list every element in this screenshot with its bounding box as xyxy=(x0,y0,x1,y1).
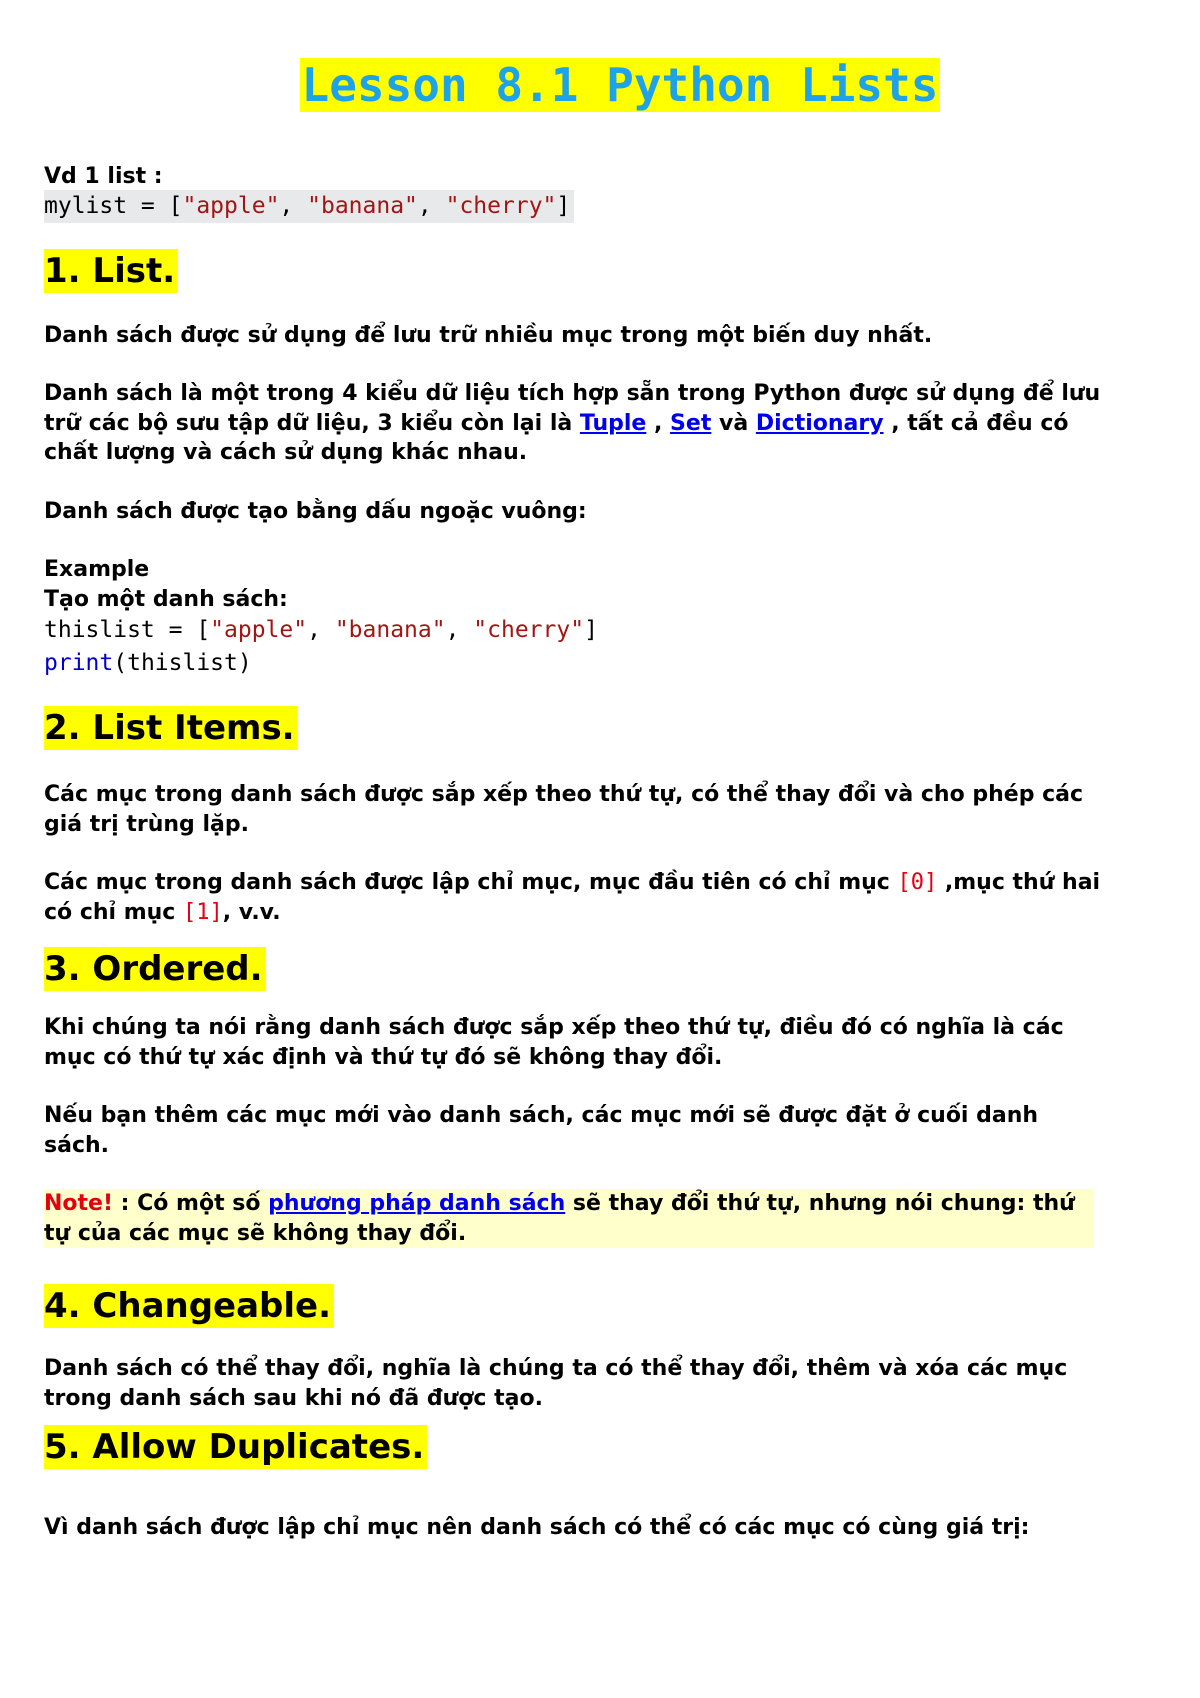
items-paragraph-1: Các mục trong danh sách được sắp xếp theo thứ tự, có thể thay đổi và cho phép các giá trị trùng lặp. xyxy=(44,782,1084,837)
items-paragraph-2: Các mục trong danh sách được lập chỉ mục, mục đầu tiên có chỉ mục [0] ,mục thứ hai có chỉ mục [1], v.v. xyxy=(44,870,1101,925)
duplicates-paragraph-1: Vì danh sách được lập chỉ mục nên danh sách có thể có các mục có cùng giá trị: xyxy=(44,1515,1030,1540)
example-code-line-1: thislist = ["apple", "banana", "cherry"] xyxy=(44,617,598,643)
changeable-paragraph-1: Danh sách có thể thay đổi, nghĩa là chúng ta có thể thay đổi, thêm và xóa các mục trong danh sách sau khi nó đã được tạo. xyxy=(44,1356,1068,1411)
note-box: Note! : Có một số phương pháp danh sách sẽ thay đổi thứ tự, nhưng nói chung: thứ tự của các mục sẽ không thay đổi. xyxy=(44,1189,1094,1248)
title-container xyxy=(0,0,1200,114)
tuple-link[interactable]: Tuple xyxy=(579,410,647,436)
list-paragraph-2: Danh sách là một trong 4 kiểu dữ liệu tích hợp sẵn trong Python được sử dụng để lưu trữ các bộ sưu tập dữ liệu, 3 kiểu còn lại là Tuple , Set và Dictionary , tất cả đều có chất lượng và cách sử dụng khác nhau. xyxy=(44,381,1101,465)
example-code-line-2: print(thislist) xyxy=(44,650,252,676)
index-0-code: [0] xyxy=(897,870,938,895)
section-heading-list: 1. List. xyxy=(44,249,178,293)
intro-code-line: mylist = ["apple", "banana", "cherry"] xyxy=(44,190,574,223)
section-heading-ordered: 3. Ordered. xyxy=(44,947,266,991)
ordered-paragraph-2: Nếu bạn thêm các mục mới vào danh sách, các mục mới sẽ được đặt ở cuối danh sách. xyxy=(44,1103,1039,1158)
section-heading-list-items: 2. List Items. xyxy=(44,706,298,750)
list-paragraph-3: Danh sách được tạo bằng dấu ngoặc vuông: xyxy=(44,498,587,524)
section-heading-allow-duplicates: 5. Allow Duplicates. xyxy=(44,1425,427,1469)
list-paragraph-1: Danh sách được sử dụng để lưu trữ nhiều mục trong một biến duy nhất. xyxy=(44,322,933,348)
note-label: Note! xyxy=(44,1191,113,1216)
ordered-paragraph-1: Khi chúng ta nói rằng danh sách được sắp xếp theo thứ tự, điều đó có nghĩa là các mục có thứ tự xác định và thứ tự đó sẽ không thay đổi. xyxy=(44,1015,1064,1070)
set-link[interactable]: Set xyxy=(670,410,712,436)
intro-label: Vd 1 list : xyxy=(44,164,163,189)
dictionary-link[interactable]: Dictionary xyxy=(755,410,884,436)
list-methods-link[interactable]: phương pháp danh sách xyxy=(268,1191,566,1216)
example-label: Example xyxy=(44,557,150,582)
index-1-code: [1] xyxy=(183,899,223,925)
section-heading-changeable: 4. Changeable. xyxy=(44,1284,334,1328)
page-title: Lesson 8.1 Python Lists xyxy=(301,58,939,112)
intro-code xyxy=(44,190,1200,223)
example-description: Tạo một danh sách: xyxy=(44,586,288,612)
